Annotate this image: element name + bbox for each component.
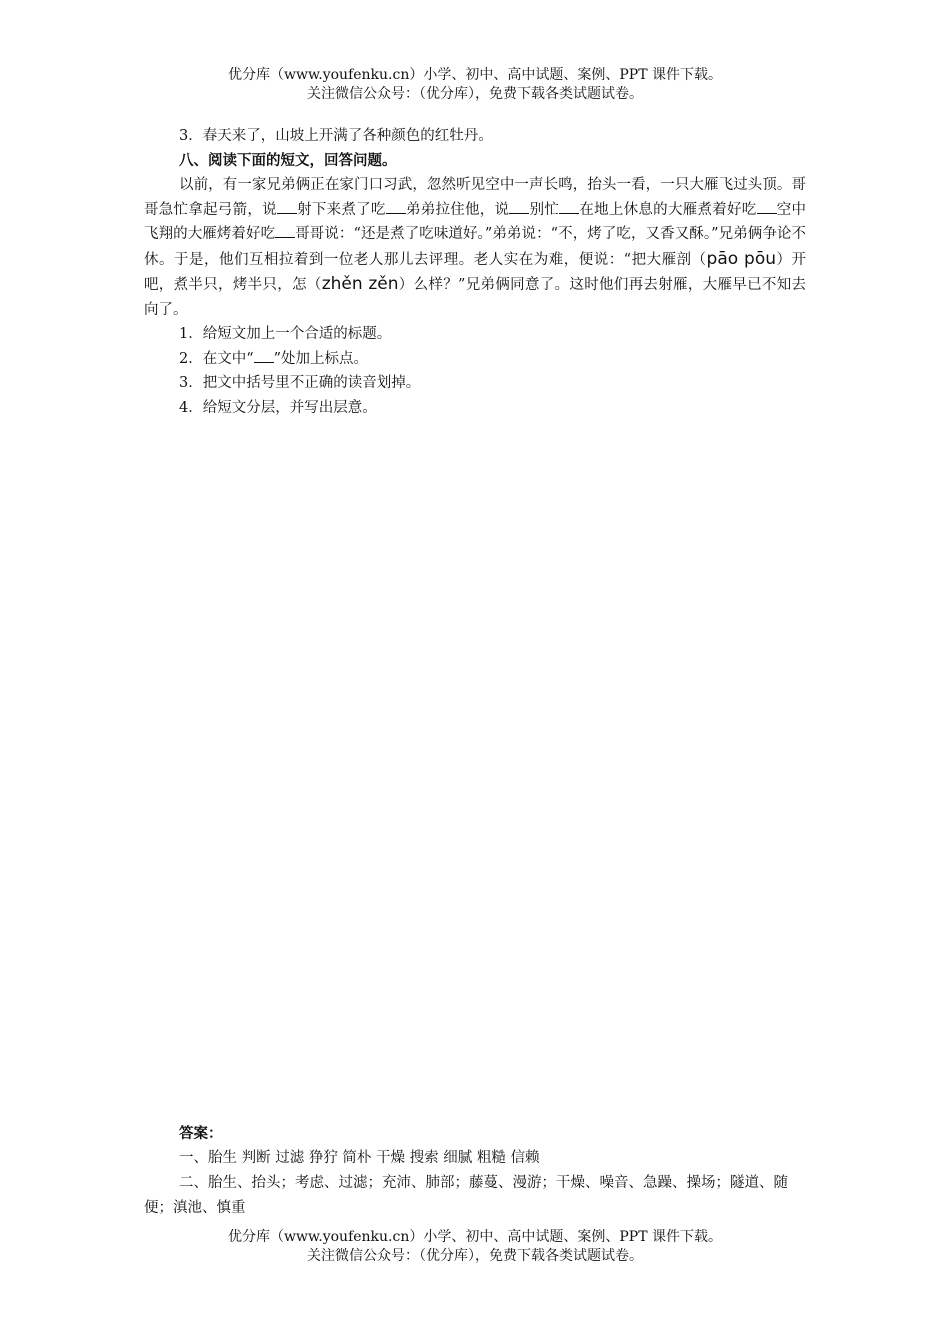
answer-line-2: 二、胎生、抬头；考虑、过滤；充沛、肺部；藤蔓、漫游；干燥、噪音、急躁、操场；隧道、随便；滇池、慎重 [144, 1175, 788, 1216]
answer-line-1: 一、胎生 判断 过滤 狰狞 简朴 干燥 搜索 细腻 粗糙 信赖 [179, 1150, 540, 1166]
section-8-title: 八、阅读下面的短文，回答问题。 [179, 151, 397, 169]
header-line-1: 优分库（www.youfenku.cn）小学、初中、高中试题、案例、PPT 课件下载。 [227, 67, 722, 83]
reading-passage [144, 173, 806, 322]
pinyin-options-2: zhěn zěn [321, 274, 399, 294]
punctuation-blank [277, 200, 297, 214]
q7-item-3: 3．春天来了，山坡上开满了各种颜色的红牡丹。 [179, 128, 493, 144]
page-footer [0, 1228, 950, 1266]
footer-line-2: 关注微信公众号：（优分库），免费下载各类试题试卷。 [307, 1248, 643, 1264]
question-2-part-1: 2．在文中“ [179, 350, 254, 367]
header-line-2: 关注微信公众号：（优分库），免费下载各类试题试卷。 [307, 86, 643, 102]
passage-part-5: 在地上休息的大雁煮着好吃 [579, 201, 757, 218]
passage-part-3: 弟弟拉住他，说 [405, 201, 510, 218]
question-2-part-2: ”处加上标点。 [273, 350, 369, 367]
question-1: 1．给短文加上一个合适的标题。 [179, 326, 392, 342]
main-content [144, 124, 806, 420]
footer-line-1: 优分库（www.youfenku.cn）小学、初中、高中试题、案例、PPT 课件下载。 [227, 1229, 722, 1245]
passage-part-6: 空中飞翔的大雁烤着好吃 [144, 201, 807, 242]
page-header [0, 66, 950, 104]
punctuation-blank [275, 224, 295, 238]
passage-part-4: 别忙 [529, 201, 560, 218]
punctuation-blank [559, 200, 579, 214]
punctuation-blank [386, 200, 406, 214]
question-2 [144, 347, 806, 372]
passage-part-7: 哥哥说：“还是煮了吃味道好。”弟弟说：“不，烤了吃，又香又酥。”兄弟俩争论不休。于是，他们互相拉着到一位老人那儿去评理。老人实在为难，便说：“把大雁剖（ [144, 226, 806, 268]
answers-title: 答案： [179, 1125, 223, 1142]
passage-part-2: 射下来煮了吃 [296, 201, 386, 218]
passage-part-9: ）么样？”兄弟俩同意了。这时他们再去射雁，大雁早已不知去向了。 [144, 277, 807, 318]
punctuation-blank [509, 200, 529, 214]
punctuation-blank [757, 200, 777, 214]
answers-section [144, 1121, 816, 1221]
question-3: 3．把文中括号里不正确的读音划掉。 [179, 375, 421, 391]
passage-part-8: ）开吧，煮半只，烤半只，怎（ [144, 251, 807, 293]
pinyin-options-1: pāo pōu [706, 248, 777, 269]
passage-part-1: 以前，有一家兄弟俩正在家门口习武，忽然听见空中一声长鸣，抬头一看，一只大雁飞过头顶。哥哥急忙拿起弓箭，说 [144, 177, 806, 218]
question-2-blank [254, 349, 274, 363]
question-4: 4．给短文分层，并写出层意。 [179, 399, 377, 416]
